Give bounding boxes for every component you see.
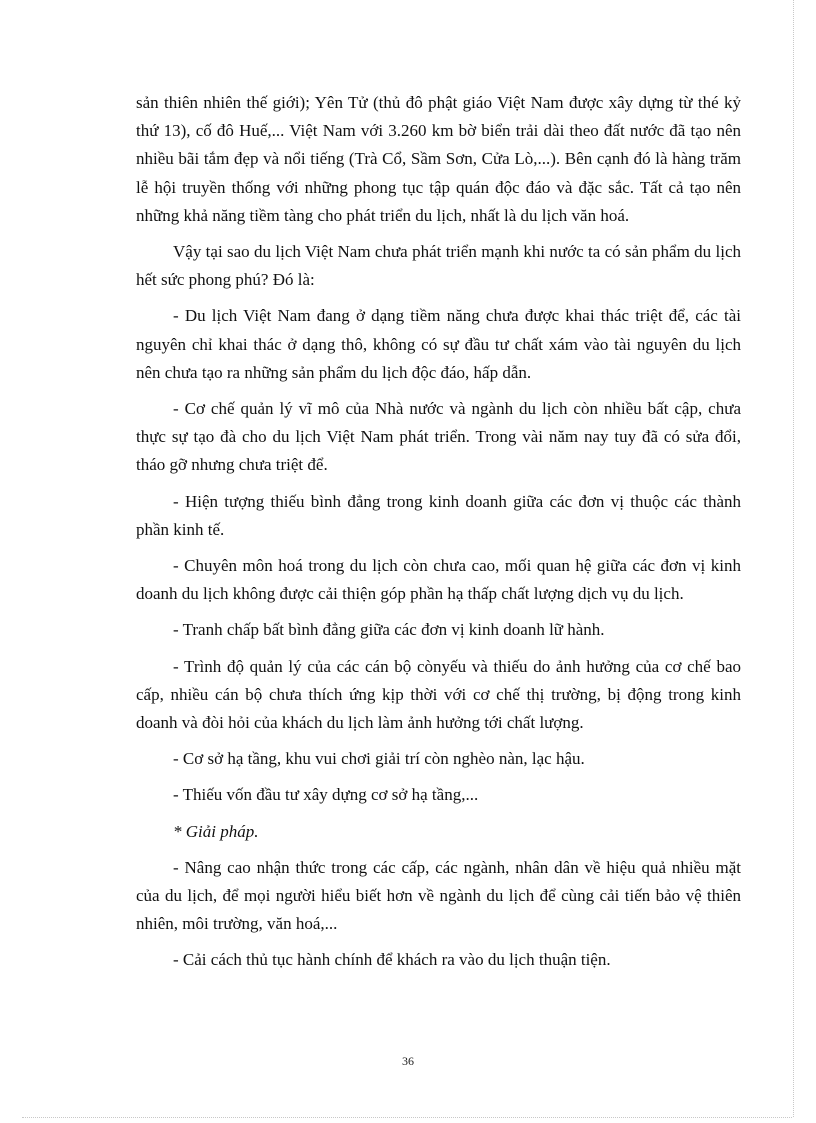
document-body — [136, 89, 741, 975]
list-item-untapped-potential: - Du lịch Việt Nam đang ở dạng tiềm năng chưa được khai thác triệt để, các tài nguyên chỉ khai thác ở dạng thô, không có sự đầu tư chất xám vào tài nguyên du lịch nên chưa tạo ra những sản phẩm du lịch độc đáo, hấp dẫn. — [136, 306, 741, 382]
section-heading-solutions: * Giải pháp. — [173, 821, 259, 841]
list-item-macro-management: - Cơ chế quản lý vĩ mô của Nhà nước và ngành du lịch còn nhiều bất cập, chưa thực sự tạo đà cho du lịch Việt Nam phát triển. Trong vài năm nay tuy đã có sửa đổi, tháo gỡ nhưng chưa triệt để. — [136, 399, 741, 475]
list-item-inequality: - Hiện tượng thiếu bình đẳng trong kinh doanh giữa các đơn vị thuộc các thành phần kinh tế. — [136, 491, 741, 539]
page-border-right — [793, 0, 794, 1117]
list-item-management-skill: - Trình độ quản lý của các cán bộ cònyếu và thiếu do ảnh hưởng của cơ chế bao cấp, nhiều cán bộ chưa thích ứng kịp thời với cơ chế thị trường, bị động trong kinh doanh và đòi hỏi của khách du lịch làm ảnh hưởng tới chất lượng. — [136, 656, 741, 733]
page-number: 36 — [402, 1054, 414, 1068]
paragraph-intro-continuation: sản thiên nhiên thế giới); Yên Tử (thủ đô phật giáo Việt Nam được xây dựng từ thé kỷ thứ 13), cố đô Huế,... Việt Nam với 3.260 km bờ biển trải dài theo đất nước đã tạo nên nhiều bãi tắm đẹp và nổi tiếng (Trà Cổ, Sầm Sơn, Cửa Lò,...). Bên cạnh đó là hàng trăm lễ hội truyền thống với những phong tục tập quán độc đáo và đặc sắc. Tất cả tạo nên những khả năng tiềm tàng cho phát triển du lịch, nhất là du lịch văn hoá. — [136, 93, 741, 225]
solution-item-awareness: - Nâng cao nhận thức trong các cấp, các ngành, nhân dân về hiệu quả nhiều mặt của du lịch, để mọi người hiểu biết hơn về ngành du lịch để cùng cải tiến bảo vệ thiên nhiên, môi trường, văn hoá,... — [136, 857, 741, 934]
page-border-bottom — [22, 1117, 792, 1118]
solution-item-administrative-reform: - Cải cách thủ tục hành chính để khách ra vào du lịch thuận tiện. — [173, 950, 611, 970]
paragraph-question: Vậy tại sao du lịch Việt Nam chưa phát triển mạnh khi nước ta có sản phẩm du lịch hết sức phong phú? Đó là: — [136, 242, 741, 290]
list-item-capital: - Thiếu vốn đầu tư xây dựng cơ sở hạ tầng,... — [173, 785, 479, 805]
list-item-infrastructure: - Cơ sở hạ tầng, khu vui chơi giải trí còn nghèo nàn, lạc hậu. — [173, 749, 585, 769]
list-item-disputes: - Tranh chấp bất bình đẳng giữa các đơn vị kinh doanh lữ hành. — [173, 620, 605, 640]
list-item-specialization: - Chuyên môn hoá trong du lịch còn chưa cao, mối quan hệ giữa các đơn vị kinh doanh du lịch không được cải thiện góp phần hạ thấp chất lượng dịch vụ du lịch. — [136, 556, 741, 604]
